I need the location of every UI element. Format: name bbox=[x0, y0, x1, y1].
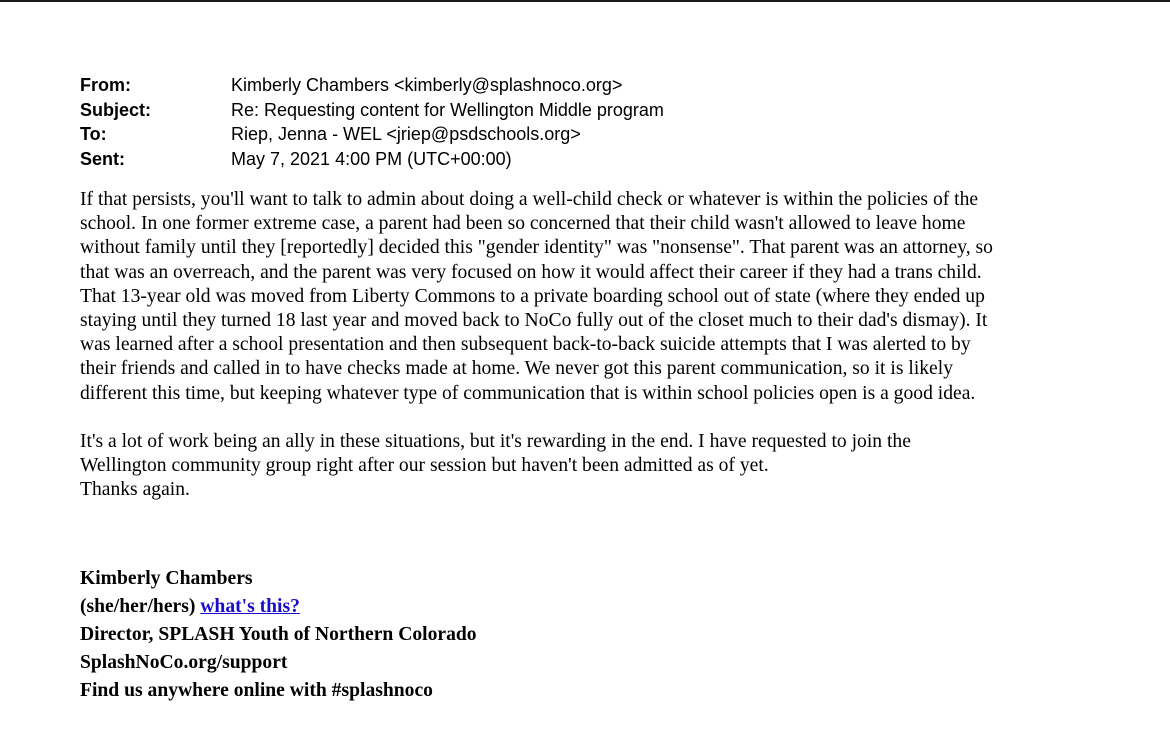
sent-row bbox=[80, 147, 664, 172]
body-paragraph-2 bbox=[80, 430, 1150, 503]
body-line: school. In one former extreme case, a parent had been so concerned that their child wasn't allowed to leave home bbox=[80, 213, 966, 235]
subject-label: Subject: bbox=[80, 99, 152, 120]
subject-value: Re: Requesting content for Wellington Middle program bbox=[231, 99, 664, 120]
to-label: To: bbox=[80, 124, 107, 144]
body-line: different this time, but keeping whatever type of communication that is within school policies open is a good idea. bbox=[80, 382, 976, 404]
body-line: Wellington community group right after our session but haven't been admitted as of yet. bbox=[80, 455, 769, 477]
signature-title: Director, SPLASH Youth of Northern Colorado bbox=[80, 624, 477, 645]
to-row bbox=[80, 122, 664, 147]
body-line: If that persists, you'll want to talk to admin about doing a well-child check or whatever is within the policies of the bbox=[80, 189, 979, 210]
from-value: Kimberly Chambers <kimberly@splashnoco.org> bbox=[231, 75, 623, 95]
closing-line: Thanks again. bbox=[80, 479, 190, 501]
body-line: staying until they turned 18 last year and moved back to NoCo fully out of the closet much to their dad's dismay). It bbox=[80, 310, 988, 332]
body-paragraph-1 bbox=[80, 188, 1150, 406]
signature-website: SplashNoCo.org/support bbox=[80, 652, 288, 673]
signature-name: Kimberly Chambers bbox=[80, 568, 253, 589]
signature-social: Find us anywhere online with #splashnoco bbox=[80, 680, 433, 701]
body-line: that was an overreach, and the parent was very focused on how it would affect their career if they had a trans child. bbox=[80, 261, 982, 283]
email-header bbox=[80, 73, 664, 171]
from-label: From: bbox=[80, 75, 131, 95]
to-value: Riep, Jenna - WEL <jriep@psdschools.org> bbox=[231, 124, 581, 144]
top-divider bbox=[0, 0, 1170, 2]
paragraph-spacer bbox=[80, 406, 1150, 430]
email-signature bbox=[80, 565, 477, 705]
body-line: their friends and called in to have checks made at home. We never got this parent communication, so it is likely bbox=[80, 358, 953, 380]
sent-value: May 7, 2021 4:00 PM (UTC+00:00) bbox=[231, 148, 512, 169]
body-line: That 13-year old was moved from Liberty Commons to a private boarding school out of state (where they ended up bbox=[80, 285, 985, 307]
body-line: It's a lot of work being an ally in these situations, but it's rewarding in the end. I have requested to join the bbox=[80, 431, 911, 453]
subject-row bbox=[80, 98, 664, 123]
body-line: was learned after a school presentation and then subsequent back-to-back suicide attempts that I was alerted to by bbox=[80, 334, 971, 356]
pronouns-info-link[interactable]: what's this? bbox=[200, 596, 300, 617]
email-body bbox=[80, 188, 1150, 503]
body-line: without family until they [reportedly] decided this "gender identity" was "nonsense". That parent was an attorney, so bbox=[80, 237, 993, 259]
sent-label: Sent: bbox=[80, 148, 125, 169]
signature-pronouns-line bbox=[80, 593, 477, 621]
from-row bbox=[80, 73, 664, 98]
signature-pronouns: (she/her/hers) bbox=[80, 596, 196, 617]
